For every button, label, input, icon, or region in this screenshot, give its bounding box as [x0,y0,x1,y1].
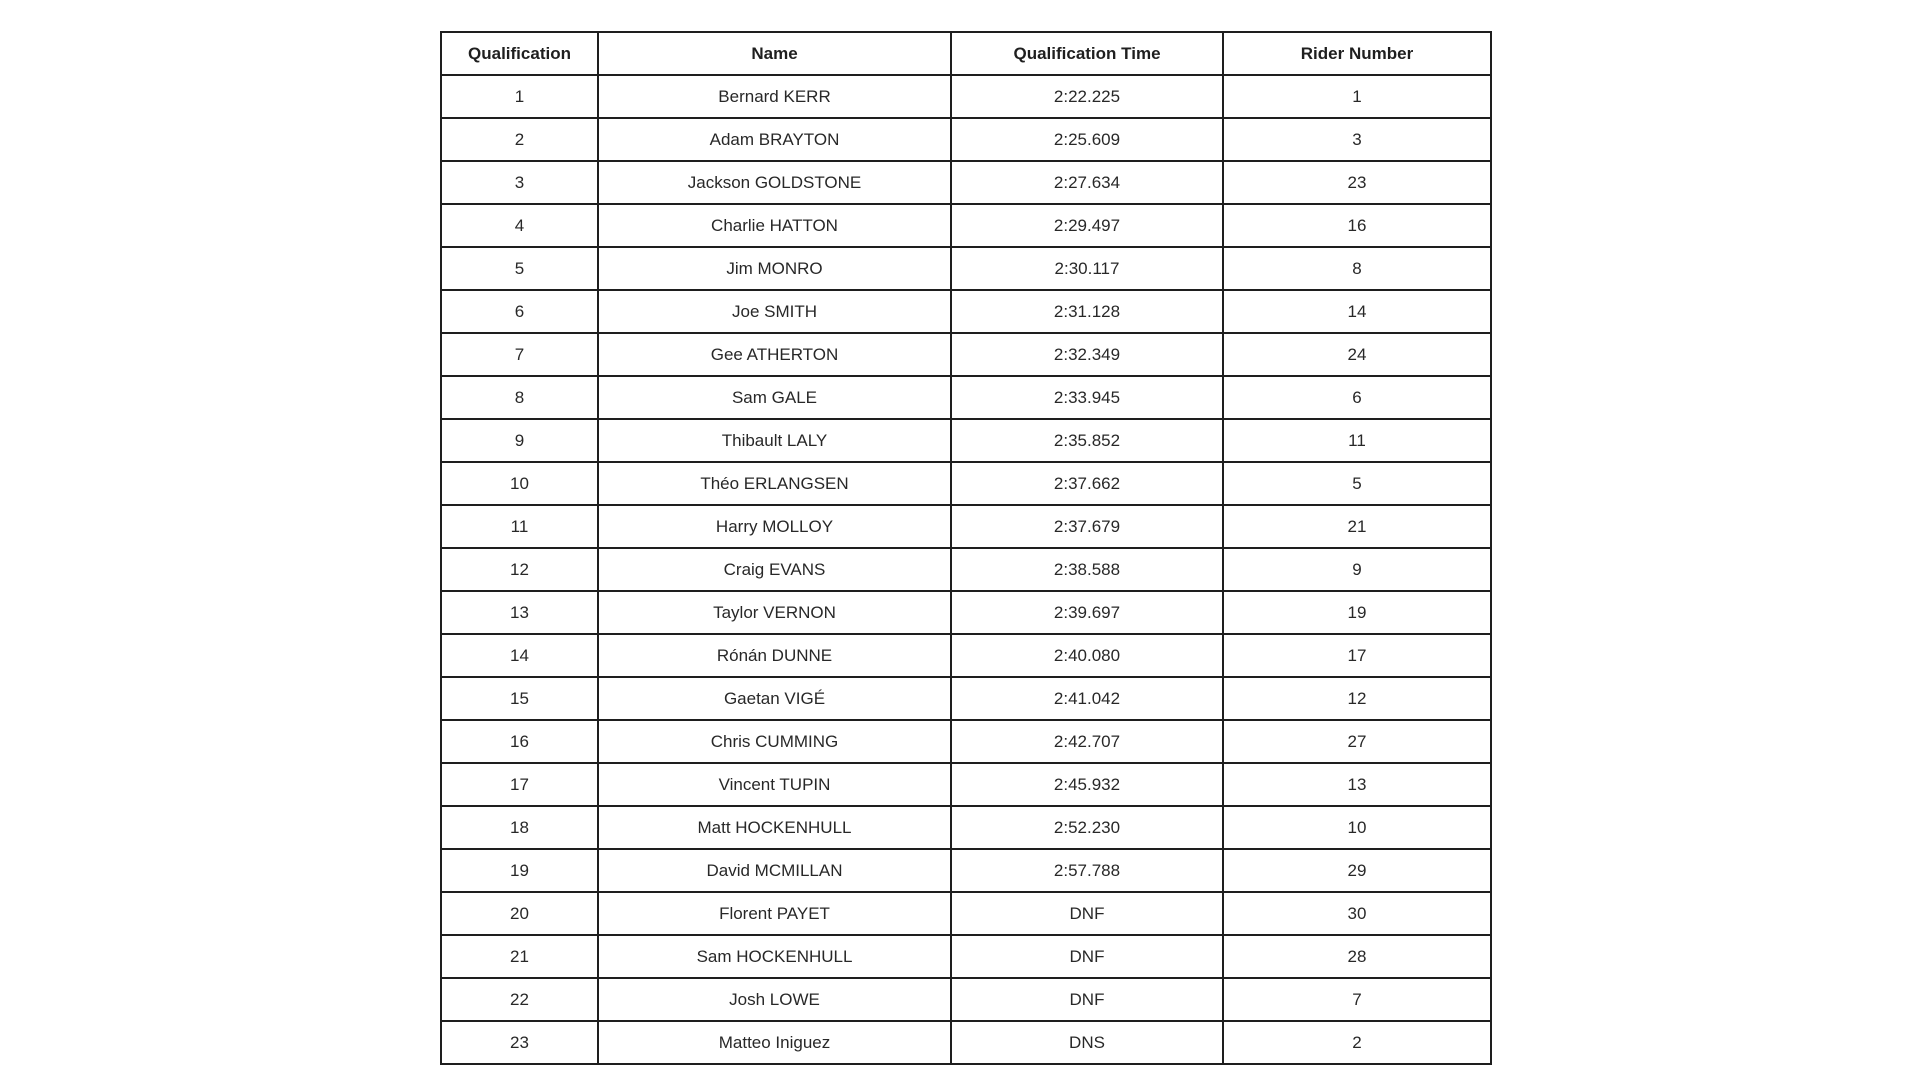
table-row [441,204,1491,247]
table-row [441,591,1491,634]
rider-number-cell: 7 [1223,978,1491,1021]
rider-number-cell: 29 [1223,849,1491,892]
rider-number-cell: 14 [1223,290,1491,333]
table-row [441,892,1491,935]
qualification-time-cell: 2:57.788 [951,849,1223,892]
qualification-rank-cell: 11 [441,505,598,548]
rider-name-cell: Josh LOWE [598,978,951,1021]
table-row [441,75,1491,118]
qualification-time-cell: DNS [951,1021,1223,1064]
table-row [441,548,1491,591]
rider-number-cell: 10 [1223,806,1491,849]
rider-name-cell: Rónán DUNNE [598,634,951,677]
qualification-results-container [440,31,1492,1065]
qualification-results-table [440,31,1492,1065]
table-row [441,161,1491,204]
rider-name-cell: Thibault LALY [598,419,951,462]
table-row [441,634,1491,677]
table-row [441,118,1491,161]
qualification-rank-cell: 9 [441,419,598,462]
rider-name-cell: Jim MONRO [598,247,951,290]
header-rider-number: Rider Number [1223,32,1491,75]
qualification-rank-cell: 14 [441,634,598,677]
rider-name-cell: Gaetan VIGÉ [598,677,951,720]
table-row [441,849,1491,892]
table-row [441,935,1491,978]
table-row [441,247,1491,290]
table-row [441,1021,1491,1064]
qualification-time-cell: 2:41.042 [951,677,1223,720]
qualification-rank-cell: 7 [441,333,598,376]
header-name: Name [598,32,951,75]
qualification-time-cell: 2:52.230 [951,806,1223,849]
rider-name-cell: Taylor VERNON [598,591,951,634]
rider-name-cell: Bernard KERR [598,75,951,118]
qualification-rank-cell: 16 [441,720,598,763]
rider-name-cell: Sam HOCKENHULL [598,935,951,978]
qualification-rank-cell: 10 [441,462,598,505]
qualification-time-cell: 2:31.128 [951,290,1223,333]
qualification-rank-cell: 3 [441,161,598,204]
table-row [441,806,1491,849]
rider-number-cell: 6 [1223,376,1491,419]
qualification-time-cell: 2:30.117 [951,247,1223,290]
rider-name-cell: David MCMILLAN [598,849,951,892]
rider-name-cell: Sam GALE [598,376,951,419]
header-row [441,32,1491,75]
rider-name-cell: Matt HOCKENHULL [598,806,951,849]
qualification-time-cell: 2:45.932 [951,763,1223,806]
table-header [441,32,1491,75]
qualification-rank-cell: 12 [441,548,598,591]
rider-name-cell: Florent PAYET [598,892,951,935]
rider-number-cell: 8 [1223,247,1491,290]
rider-name-cell: Adam BRAYTON [598,118,951,161]
qualification-time-cell: 2:39.697 [951,591,1223,634]
qualification-time-cell: DNF [951,978,1223,1021]
rider-name-cell: Charlie HATTON [598,204,951,247]
rider-number-cell: 28 [1223,935,1491,978]
qualification-rank-cell: 1 [441,75,598,118]
rider-name-cell: Vincent TUPIN [598,763,951,806]
rider-number-cell: 23 [1223,161,1491,204]
table-row [441,763,1491,806]
rider-number-cell: 2 [1223,1021,1491,1064]
qualification-rank-cell: 22 [441,978,598,1021]
qualification-time-cell: 2:35.852 [951,419,1223,462]
qualification-rank-cell: 18 [441,806,598,849]
qualification-time-cell: 2:33.945 [951,376,1223,419]
qualification-time-cell: 2:25.609 [951,118,1223,161]
qualification-time-cell: 2:32.349 [951,333,1223,376]
qualification-time-cell: DNF [951,892,1223,935]
table-row [441,505,1491,548]
table-row [441,978,1491,1021]
rider-number-cell: 5 [1223,462,1491,505]
qualification-rank-cell: 23 [441,1021,598,1064]
rider-number-cell: 21 [1223,505,1491,548]
table-row [441,720,1491,763]
qualification-rank-cell: 8 [441,376,598,419]
table-row [441,333,1491,376]
qualification-rank-cell: 20 [441,892,598,935]
rider-name-cell: Jackson GOLDSTONE [598,161,951,204]
rider-name-cell: Matteo Iniguez [598,1021,951,1064]
rider-number-cell: 11 [1223,419,1491,462]
qualification-rank-cell: 13 [441,591,598,634]
qualification-time-cell: 2:40.080 [951,634,1223,677]
qualification-rank-cell: 6 [441,290,598,333]
rider-name-cell: Chris CUMMING [598,720,951,763]
qualification-time-cell: 2:29.497 [951,204,1223,247]
table-body [441,75,1491,1064]
rider-name-cell: Harry MOLLOY [598,505,951,548]
rider-number-cell: 9 [1223,548,1491,591]
rider-number-cell: 30 [1223,892,1491,935]
qualification-time-cell: 2:38.588 [951,548,1223,591]
qualification-time-cell: 2:27.634 [951,161,1223,204]
qualification-rank-cell: 17 [441,763,598,806]
rider-name-cell: Théo ERLANGSEN [598,462,951,505]
qualification-time-cell: 2:42.707 [951,720,1223,763]
table-row [441,419,1491,462]
table-row [441,290,1491,333]
rider-number-cell: 24 [1223,333,1491,376]
qualification-time-cell: 2:22.225 [951,75,1223,118]
qualification-rank-cell: 5 [441,247,598,290]
rider-number-cell: 17 [1223,634,1491,677]
rider-number-cell: 16 [1223,204,1491,247]
header-qualification-time: Qualification Time [951,32,1223,75]
rider-name-cell: Joe SMITH [598,290,951,333]
qualification-time-cell: DNF [951,935,1223,978]
table-row [441,376,1491,419]
rider-name-cell: Gee ATHERTON [598,333,951,376]
rider-number-cell: 27 [1223,720,1491,763]
qualification-rank-cell: 2 [441,118,598,161]
qualification-rank-cell: 19 [441,849,598,892]
rider-number-cell: 19 [1223,591,1491,634]
qualification-rank-cell: 15 [441,677,598,720]
rider-number-cell: 1 [1223,75,1491,118]
qualification-rank-cell: 21 [441,935,598,978]
header-qualification: Qualification [441,32,598,75]
qualification-rank-cell: 4 [441,204,598,247]
rider-name-cell: Craig EVANS [598,548,951,591]
qualification-time-cell: 2:37.662 [951,462,1223,505]
rider-number-cell: 13 [1223,763,1491,806]
rider-number-cell: 12 [1223,677,1491,720]
table-row [441,677,1491,720]
table-row [441,462,1491,505]
qualification-time-cell: 2:37.679 [951,505,1223,548]
rider-number-cell: 3 [1223,118,1491,161]
